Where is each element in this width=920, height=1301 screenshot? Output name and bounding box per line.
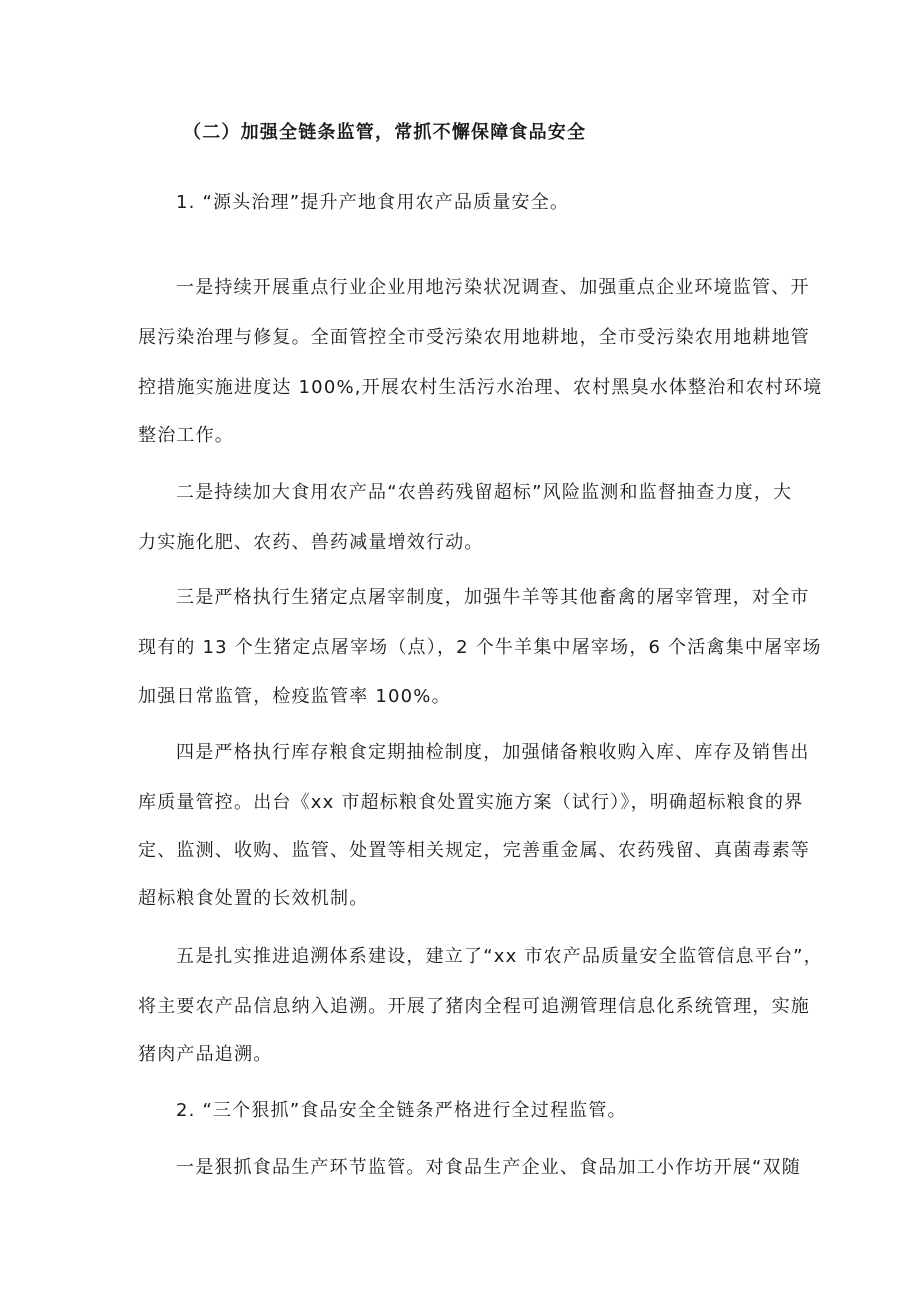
paragraph-5-line-3: 猪肉产品追溯。: [138, 1044, 273, 1065]
paragraph-4-line-1: 四是严格执行库存粮食定期抽检制度，加强储备粮收购入库、库存及销售出: [176, 742, 810, 763]
paragraph-1-line-3: 控措施实施进度达 100%,开展农村生活污水治理、农村黑臭水体整治和农村环境: [138, 377, 823, 398]
section-heading: （二）加强全链条监管，常抓不懈保障食品安全: [183, 122, 587, 143]
paragraph-4-line-3: 定、监测、收购、监管、处置等相关规定，完善重金属、农药残留、真菌毒素等: [138, 840, 810, 861]
paragraph-3-line-2: 现有的 13 个生猪定点屠宰场（点），2 个牛羊集中屠宰场，6 个活禽集中屠宰场: [138, 637, 822, 658]
paragraph-1-line-2: 展污染治理与修复。全面管控全市受污染农用地耕地，全市受污染农用地耕地管: [138, 327, 810, 348]
paragraph-4-line-2: 库质量管控。出台《xx 市超标粮食处置实施方案（试行）》，明确超标粮食的界: [138, 792, 804, 813]
item-1-title: 1. “源头治理”提升产地食用农产品质量安全。: [176, 192, 570, 213]
paragraph-5-line-2: 将主要农产品信息纳入追溯。开展了猪肉全程可追溯管理信息化系统管理，实施: [138, 996, 810, 1017]
paragraph-4-line-4: 超标粮食处置的长效机制。: [138, 888, 369, 909]
paragraph-5-line-1: 五是扎实推进追溯体系建设，建立了“xx 市农产品质量安全监管信息平台”，: [176, 946, 823, 967]
paragraph-2-line-2: 力实施化肥、农药、兽药减量增效行动。: [138, 532, 484, 553]
paragraph-1-line-1: 一是持续开展重点行业企业用地污染状况调查、加强重点企业环境监管、开: [176, 277, 810, 298]
paragraph-2-line-1: 二是持续加大食用农产品“农兽药残留超标”风险监测和监督抽查力度，大: [176, 482, 793, 503]
paragraph-3-line-3: 加强日常监管，检疫监管率 100%。: [138, 686, 451, 707]
item-2-title: 2. “三个狠抓”食品安全全链条严格进行全过程监管。: [176, 1100, 627, 1121]
paragraph-1-line-4: 整治工作。: [138, 425, 234, 446]
paragraph-6-line-1: 一是狠抓食品生产环节监管。对食品生产企业、食品加工小作坊开展“双随: [176, 1157, 801, 1178]
paragraph-3-line-1: 三是严格执行生猪定点屠宰制度，加强牛羊等其他畜禽的屠宰管理，对全市: [176, 587, 810, 608]
